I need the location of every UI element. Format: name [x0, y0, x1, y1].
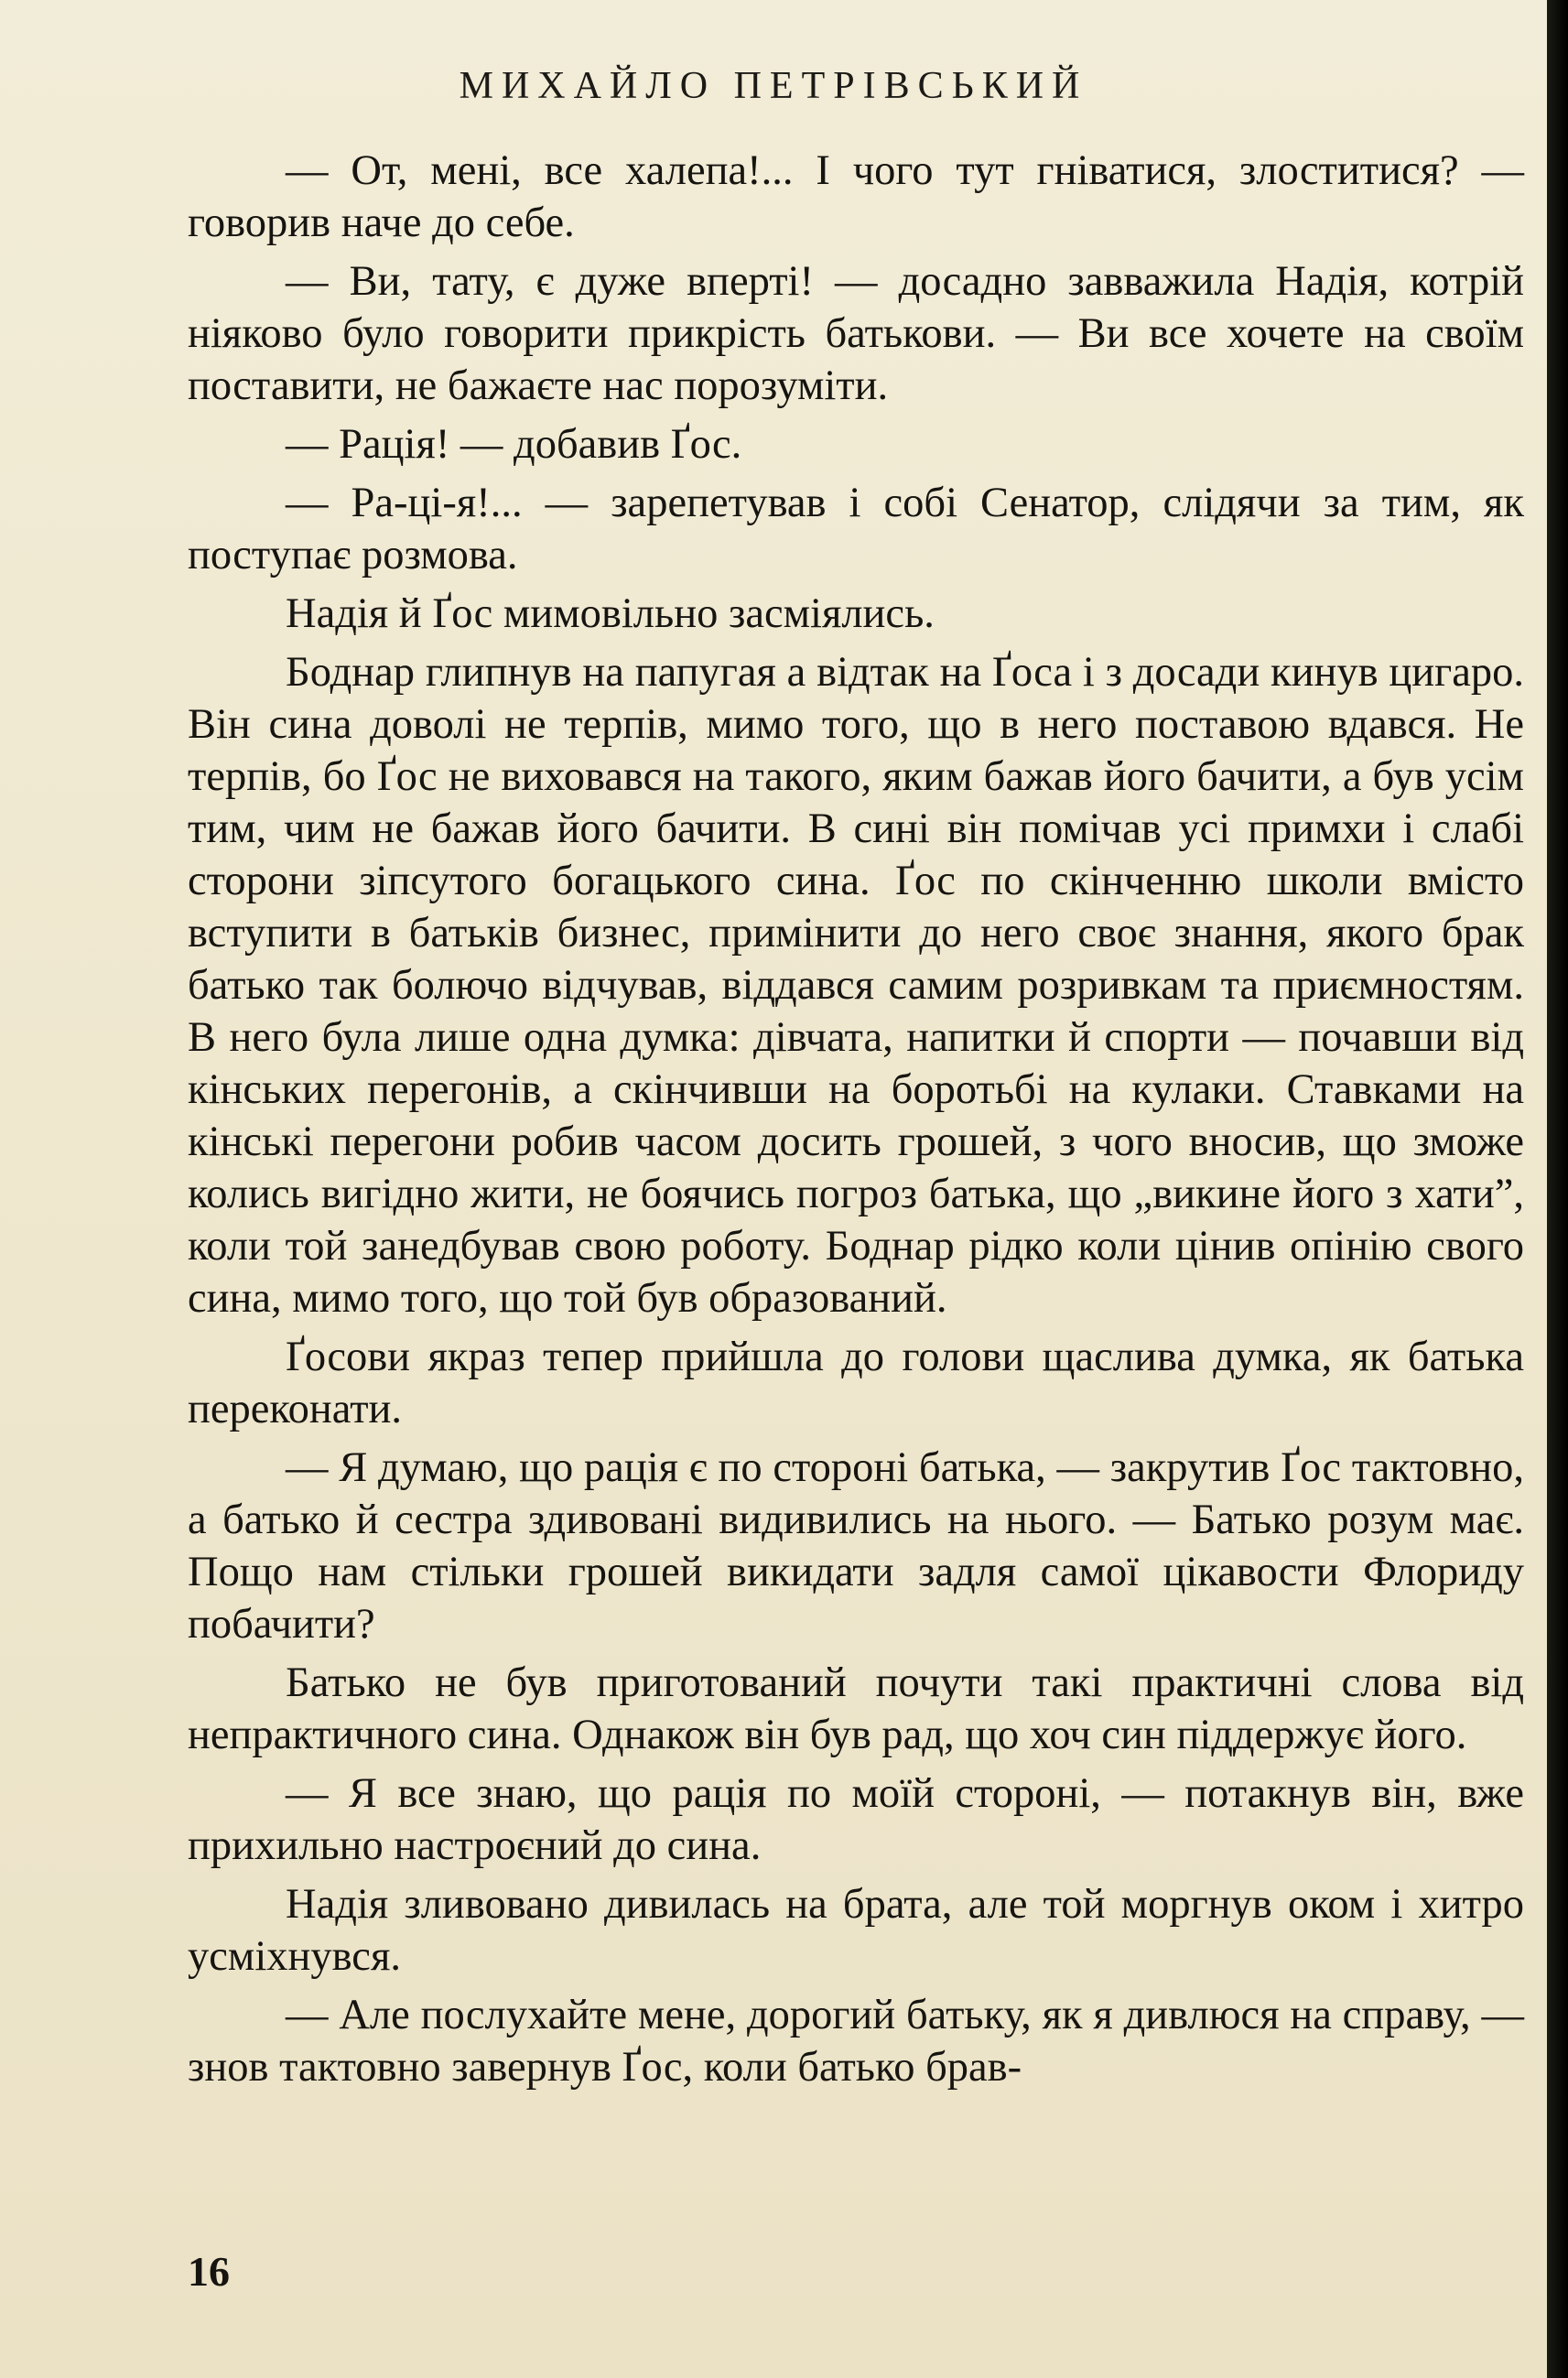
paragraph: — Ви, тату, є дуже вперті! — досадно завважила Надія, котрій ніяково було говорити прикрість батькови. — Ви все хочете на своїм поставити, не бажаєте нас порозуміти.: [188, 258, 1524, 409]
paragraph: Боднар глипнув на папугая а відтак на Ґоса і з досади кинув цигаро. Він сина доволі не терпів, мимо того, що в него поставою вдався. Не терпів, бо Ґос не виховався на такого, яким бажав його бачити, а був усім тим, чим не бажав його бачити. В сині він помічав усі примхи і слабі сторони зіпсутого богацького сина. Ґос по скінченню школи вмісто вступити в батьків бизнес, примінити до него своє знання, якого брак батько так болючо відчував, віддався самим розривкам та приємностям. В него була лише одна думка: дівчата, напитки й спорти — почавши від кінських перегонів, а скінчивши на боротьбі на кулаки. Ставками на кінські перегони робив часом досить грошей, з чого вносив, що зможе колись вигідно жити, не боячись погроз батька, що „викине його з хати”, коли той занедбував свою роботу. Боднар рідко коли цінив опінію свого сина, мимо того, що той був образований.: [188, 649, 1524, 1322]
paragraph: — От, мені, все халепа!... І чого тут гніватися, злоститися? — говорив наче до себе.: [188, 147, 1524, 246]
paragraph: Батько не був приготований почути такі практичні слова від непрактичного сина. Однакож він був рад, що хоч син піддержує його.: [188, 1659, 1524, 1758]
page-number: 16: [188, 2248, 230, 2295]
paragraph: — Але послухайте мене, дорогий батьку, як я дивлюся на справу, — знов тактовно завернув Ґос, коли батько брав-: [188, 1992, 1524, 2091]
paragraph: — Рація! — добавив Ґос.: [286, 421, 742, 468]
page-edge: [1547, 0, 1568, 2378]
paragraph: — Я все знаю, що рація по моїй стороні, — потакнув він, вже прихильно настроєний до сина.: [188, 1770, 1524, 1869]
body-text: [188, 145, 1524, 2100]
running-head: МИХАЙЛО ПЕТРІВСЬКИЙ: [459, 65, 1088, 107]
paragraph: Надія й Ґос мимовільно засміялись.: [286, 590, 935, 637]
paragraph: — Ра-ці-я!... — зарепетував і собі Сенатор, слідячи за тим, як поступає розмова.: [188, 480, 1524, 578]
paragraph: Ґосови якраз тепер прийшла до голови щаслива думка, як батька переконати.: [188, 1334, 1524, 1432]
paragraph: — Я думаю, що рація є по стороні батька, — закрутив Ґос тактовно, а батько й сестра здивовані видивились на нього. — Батько розум має. Пощо нам стільки грошей викидати задля самої цікавости Флориду побачити?: [188, 1444, 1524, 1648]
paragraph: Надія зливовано дивилась на брата, але той моргнув оком і хитро усміхнувся.: [188, 1881, 1524, 1980]
